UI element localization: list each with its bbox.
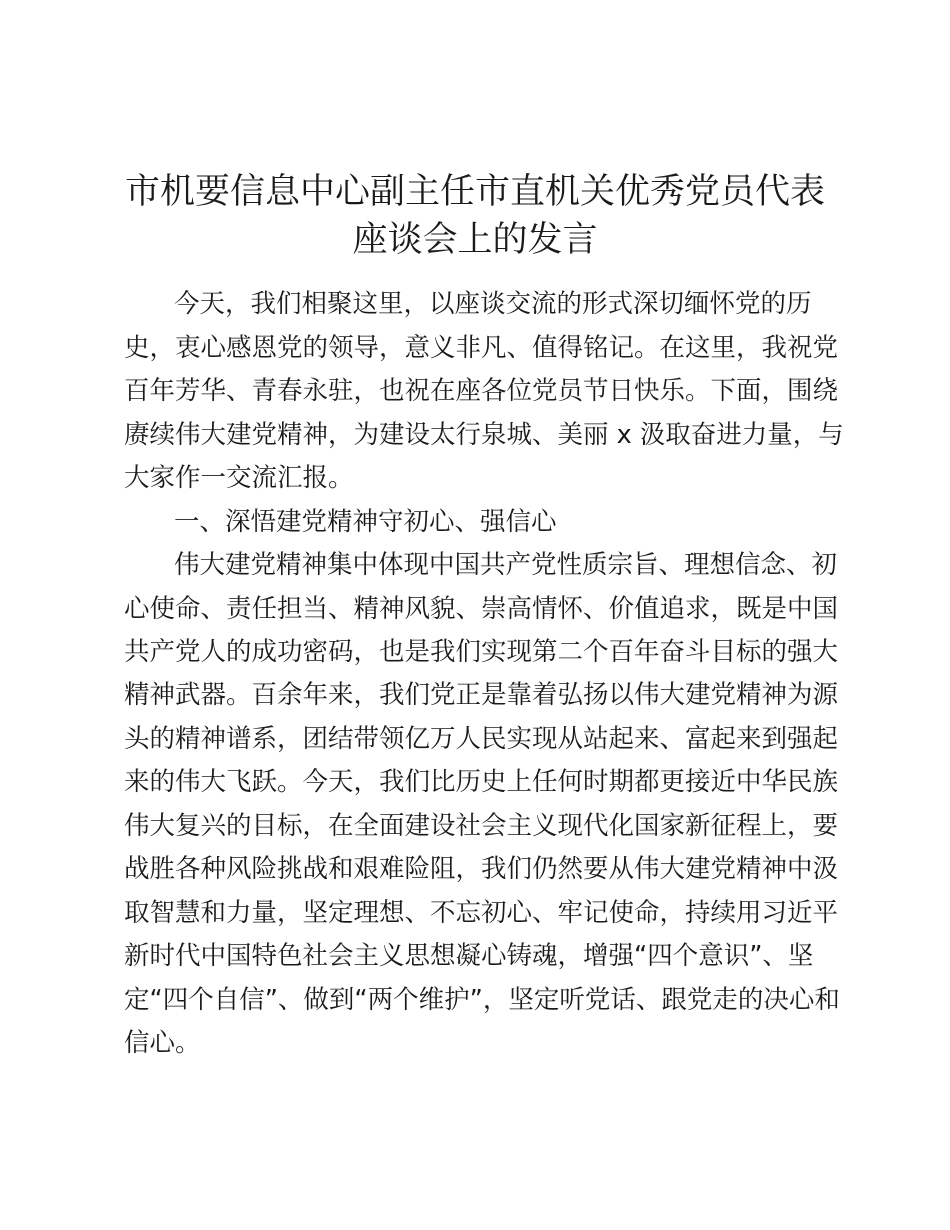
- section-heading-1: 一、深悟建党精神守初心、强信心: [174, 507, 557, 537]
- paragraph-2-line-11: 定“四个自信”、做到“两个维护”，坚定听党话、跟党走的决心和: [124, 985, 840, 1015]
- paragraph-2-line-1: 伟大建党精神集中体现中国共产党性质宗旨、理想信念、初: [174, 550, 838, 580]
- paragraph-1-line-5: 大家作一交流汇报。: [124, 463, 354, 493]
- paragraph-2-line-2: 心使命、责任担当、精神风貌、崇高情怀、价值追求，既是中国: [124, 594, 839, 624]
- document-title-line-2: 座谈会上的发言: [352, 220, 598, 260]
- paragraph-2-line-8: 战胜各种风险挑战和艰难险阻，我们仍然要从伟大建党精神中汲: [124, 854, 839, 884]
- paragraph-1-line-3: 百年芳华、青春永驻，也祝在座各位党员节日快乐。下面，围绕: [124, 376, 839, 406]
- paragraph-1-line-2: 史，衷心感恩党的领导，意义非凡、值得铭记。在这里，我祝党: [124, 333, 839, 363]
- paragraph-1-line-4: 赓续伟大建党精神，为建设太行泉城、美丽 x 汲取奋进力量，与: [124, 420, 844, 450]
- paragraph-2-line-12: 信心。: [124, 1028, 201, 1058]
- paragraph-2-line-4: 精神武器。百余年来，我们党正是靠着弘扬以伟大建党精神为源: [124, 680, 839, 710]
- paragraph-2-line-7: 伟大复兴的目标，在全面建设社会主义现代化国家新征程上，要: [124, 811, 839, 841]
- paragraph-1-line-1: 今天，我们相聚这里，以座谈交流的形式深切缅怀党的历: [174, 289, 812, 319]
- paragraph-2-line-6: 来的伟大飞跃。今天，我们比历史上任何时期都更接近中华民族: [124, 767, 839, 797]
- paragraph-2-line-9: 取智慧和力量，坚定理想、不忘初心、牢记使命，持续用习近平: [124, 898, 839, 928]
- paragraph-2-line-3: 共产党人的成功密码，也是我们实现第二个百年奋斗目标的强大: [124, 637, 839, 667]
- paragraph-2-line-10: 新时代中国特色社会主义思想凝心铸魂，增强“四个意识”、坚: [124, 941, 814, 971]
- document-title: [120, 168, 830, 264]
- paragraph-2-line-5: 头的精神谱系，团结带领亿万人民实现从站起来、富起来到强起: [124, 724, 839, 754]
- document-title-line-1: 市机要信息中心副主任市直机关优秀党员代表: [124, 172, 825, 212]
